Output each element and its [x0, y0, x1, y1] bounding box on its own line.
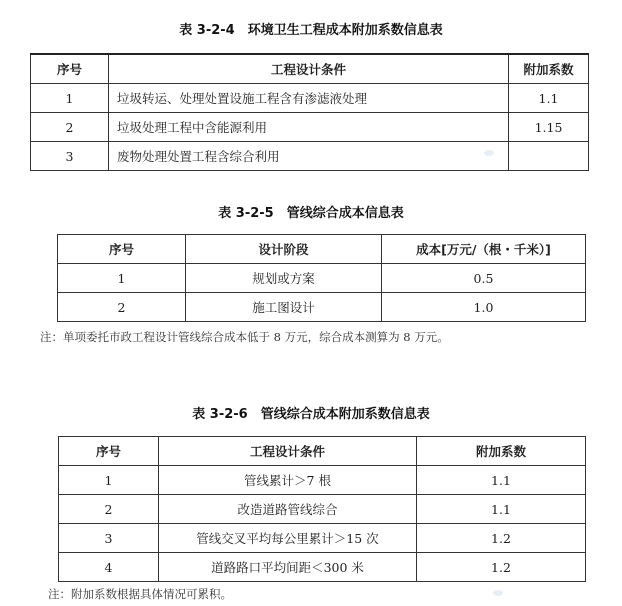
- table3-cell-condition: 道路路口平均间距＜300 米: [159, 553, 417, 582]
- table2-header-stage: 设计阶段: [186, 235, 382, 264]
- table-row: [31, 142, 589, 171]
- table3-cell-coefficient: 1.2: [417, 524, 586, 553]
- table3-cell-index: 3: [59, 524, 159, 553]
- table1-header-index: 序号: [31, 54, 109, 84]
- table2-header-cost: 成本[万元/（根・千米）]: [382, 235, 586, 264]
- table-row: [59, 466, 586, 495]
- table3-header-coefficient: 附加系数: [417, 437, 586, 466]
- table2: [57, 234, 586, 322]
- table-row: [59, 553, 586, 582]
- watermark-mark: [484, 150, 494, 156]
- table2-cell-cost: 0.5: [382, 264, 586, 293]
- table-row: [59, 495, 586, 524]
- table1-cell-condition: 垃圾处理工程中含能源利用: [109, 113, 509, 142]
- table2-cell-stage: 规划或方案: [186, 264, 382, 293]
- table2-cell-cost: 1.0: [382, 293, 586, 322]
- table3-cell-condition: 改造道路管线综合: [159, 495, 417, 524]
- table3-title: 表 3-2-6 管线综合成本附加系数信息表: [192, 407, 430, 422]
- table1-cell-coefficient: 1.15: [509, 113, 589, 142]
- table3-header-row: [59, 437, 586, 466]
- table2-note: 注：单项委托市政工程设计管线综合成本低于 8 万元，综合成本测算为 8 万元。: [40, 330, 449, 344]
- table-row: [59, 524, 586, 553]
- table2-header-row: [58, 235, 586, 264]
- table3-header-condition: 工程设计条件: [159, 437, 417, 466]
- table-row: [31, 84, 589, 113]
- table1-cell-index: 2: [31, 113, 109, 142]
- table1-cell-condition: 废物处理处置工程含综合利用: [109, 142, 509, 171]
- table1-cell-coefficient: [509, 142, 589, 171]
- table2-cell-index: 2: [58, 293, 186, 322]
- table-row: [58, 264, 586, 293]
- table3-cell-condition: 管线交叉平均每公里累计＞15 次: [159, 524, 417, 553]
- table2-header-index: 序号: [58, 235, 186, 264]
- table3-cell-coefficient: 1.2: [417, 553, 586, 582]
- table3-cell-condition: 管线累计＞7 根: [159, 466, 417, 495]
- table2-title: 表 3-2-5 管线综合成本信息表: [218, 206, 404, 221]
- table1-cell-index: 1: [31, 84, 109, 113]
- table3-note: 注：附加系数根据具体情况可累积。: [48, 587, 232, 601]
- watermark-mark: [493, 590, 503, 596]
- table3-cell-index: 2: [59, 495, 159, 524]
- table3-header-index: 序号: [59, 437, 159, 466]
- table3-cell-coefficient: 1.1: [417, 466, 586, 495]
- table1-header-row: [31, 54, 589, 84]
- table3: [58, 436, 586, 582]
- table1-header-coefficient: 附加系数: [509, 54, 589, 84]
- table3-cell-index: 1: [59, 466, 159, 495]
- table1-cell-condition: 垃圾转运、处理处置设施工程含有渗滤液处理: [109, 84, 509, 113]
- table1-cell-coefficient: 1.1: [509, 84, 589, 113]
- table2-cell-stage: 施工图设计: [186, 293, 382, 322]
- table1-header-condition: 工程设计条件: [109, 54, 509, 84]
- table1-cell-index: 3: [31, 142, 109, 171]
- table2-cell-index: 1: [58, 264, 186, 293]
- table-row: [58, 293, 586, 322]
- table1-title: 表 3-2-4 环境卫生工程成本附加系数信息表: [179, 23, 443, 38]
- table3-cell-index: 4: [59, 553, 159, 582]
- table3-cell-coefficient: 1.1: [417, 495, 586, 524]
- table1: [30, 53, 589, 171]
- table-row: [31, 113, 589, 142]
